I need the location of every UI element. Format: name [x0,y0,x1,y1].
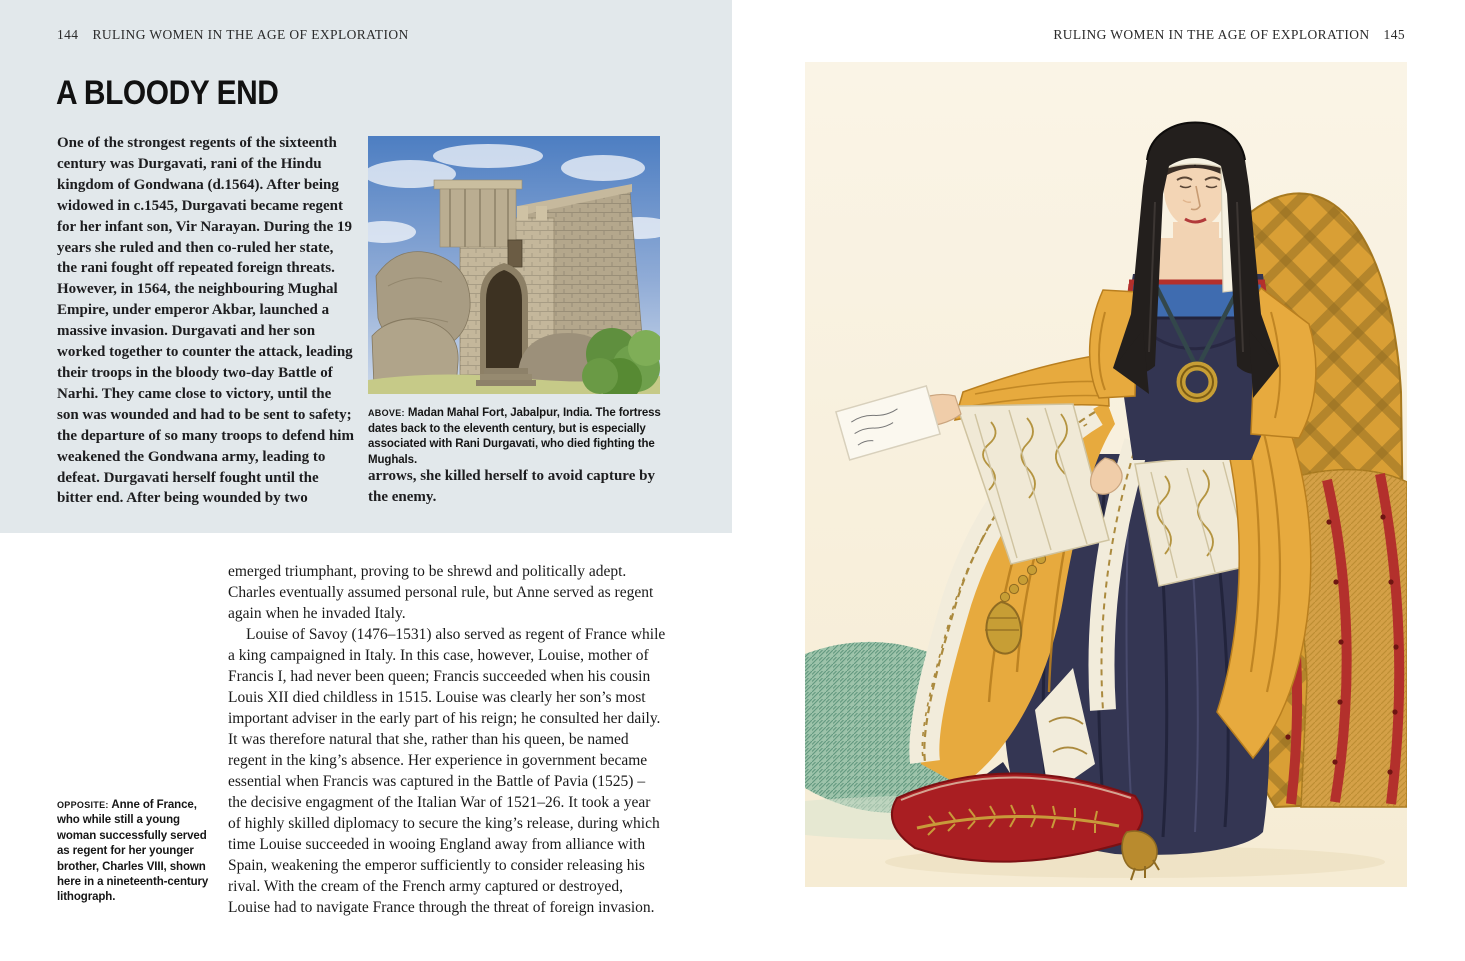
opposite-caption-text: Anne of France, who while still a young woman successfully served as regent for her younger brother, Charles VIII, shown here in a nineteenth-century lithograph. [57,799,209,904]
feature-heading: A BLOODY END [56,74,279,112]
running-head-right [1053,27,1405,43]
body-paragraph-1: emerged triumphant, proving to be shrewd and politically adept. Charles eventually assumed personal rule, but Anne served as regent again when he invaded Italy. [228,563,654,622]
running-head-left-text: RULING WOMEN IN THE AGE OF EXPLORATION [92,27,409,42]
fort-photo-caption-text: Madan Mahal Fort, Jabalpur, India. The fortress dates back to the eleventh century, but is especially associated with Rani Durgavati, who died fighting the Mughals. [368,407,661,466]
body-text-column [228,561,666,918]
page-number-left: 144 [57,27,79,42]
running-head-left [57,27,409,43]
fort-photo-caption [368,406,664,468]
feature-intro-column [57,133,356,509]
anne-of-france-lithograph [805,62,1407,887]
anne-of-france-illustration [805,62,1407,887]
feature-continuation-column [368,466,660,508]
fort-photo-illustration [368,136,660,394]
caption-label-above: ABOVE: [368,408,405,418]
feature-intro-text: One of the strongest regents of the sixteenth century was Durgavati, rani of the Hindu kingdom of Gondwana (d.1564). After being widowed in c.1545, Durgavati became regent for her infant son, Vir Narayan. During the 19 years she ruled and then co-ruled her state, the rani fought off repeated foreign threats. However, in 1564, the neighbouring Mughal Empire, under emperor Akbar, launched a massive invasion. Durgavati and her son worked together to counter the attack, leading their troops in the bloody two-day Battle of Narhi. They came close to victory, until the son was wounded and had to be sent to safety; the departure of so many troops to defend him weakened the Gondwana army, leading to defeat. Durgavati herself fought until the bitter end. After being wounded by two [57,135,354,507]
feature-continuation-text: arrows, she killed herself to avoid capture by the enemy. [368,468,655,505]
page-number-right: 145 [1383,27,1405,42]
feature-box [0,0,732,533]
running-head-right-text: RULING WOMEN IN THE AGE OF EXPLORATION [1053,27,1370,42]
body-paragraph-2: Louise of Savoy (1476–1531) also served as regent of France while a king campaigned in Italy. In this case, however, Louise, mother of Francis I, had never been queen; Francis succeeded when his cousin Louis XII died childless in 1515. Louise was clearly her son’s most important adviser in the early part of his reign; he consulted her daily. It was therefore natural that she, rather than his queen, be named regent in the king’s absence. Her experience in government became essential when Francis was captured in the Battle of Pavia (1525) – the decisive engagment of the Italian War of 1521–26. It took a year of highly skilled diplomacy to secure the king’s release, during which time Louise succeeded in wooing England away from alliance with Spain, weakening the emperor sufficiently to consider releasing his rival. With the cream of the French army captured or destroyed, Louise had to navigate France through the threat of foreign invasion. [228,626,666,916]
opposite-caption [57,798,209,906]
caption-label-opposite: OPPOSITE: [57,800,109,810]
madan-mahal-fort-photo [368,136,660,394]
